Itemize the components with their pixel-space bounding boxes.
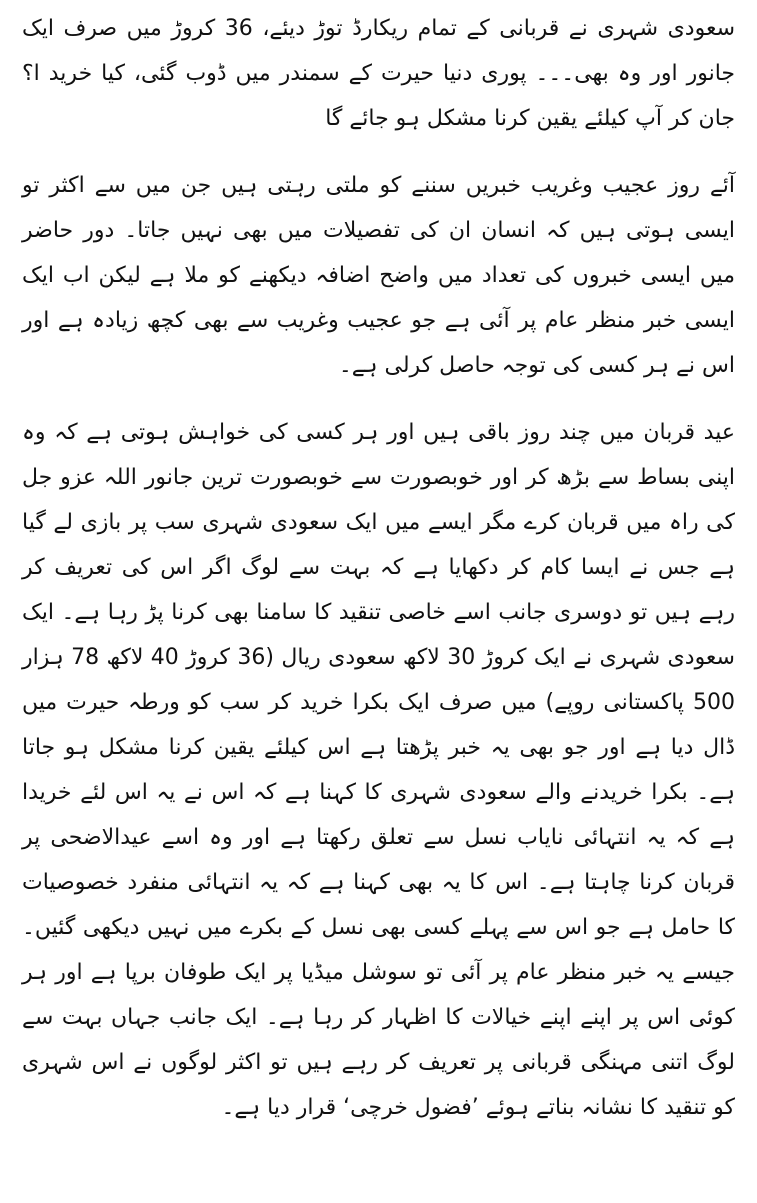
article-headline: سعودی شہری نے قربانی کے تمام ریکارڈ توڑ دیئے، 36 کروڑ میں صرف ایک جانور اور وہ بھی۔۔۔ پوری دنیا حیرت کے سمندر میں ڈوب گئی، کیا خرید ا؟ جان کر آپ کیلئے یقین کرنا مشکل ہو جائے گا	[22, 16, 735, 131]
article-paragraph-2: عید قربان میں چند روز باقی ہیں اور ہر کسی کی خواہش ہوتی ہے کہ وہ اپنی بساط سے بڑھ کر اور خوبصورت سے خوبصورت ترین جانور اللہ عزو جل کی راہ میں قربان کرے مگر ایسے میں ایک سعودی شہری سب پر بازی لے گیا ہے جس نے ایسا کام کر دکھایا ہے کہ بہت سے لوگ اگر اس کی تعریف کر رہے ہیں تو دوسری جانب اسے خاصی تنقید کا سامنا بھی کرنا پڑ رہا ہے۔ ایک سعودی شہری نے ایک کروڑ 30 لاکھ سعودی ریال (36 کروڑ 40 لاکھ 78 ہزار 500 پاکستانی روپے) میں صرف ایک بکرا خرید کر سب کو ورطہ حیرت میں ڈال دیا ہے اور جو بھی یہ خبر پڑھتا ہے اس کیلئے یقین کرنا مشکل ہو جاتا ہے۔ بکرا خریدنے والے سعودی شہری کا کہنا ہے کہ اس نے یہ اس لئے خریدا ہے کہ یہ انتہائی نایاب نسل سے تعلق رکھتا ہے اور وہ اسے عیدالاضحی پر قربان کرنا چاہتا ہے۔ اس کا یہ بھی کہنا ہے کہ یہ انتہائی منفرد خصوصیات کا حامل ہے جو اس سے پہلے کسی بھی نسل کے بکرے میں نہیں دیکھی گئیں۔ جیسے یہ خبر منظر عام پر آئی تو سوشل میڈیا پر ایک طوفان برپا ہے اور ہر کوئی اس پر اپنے اپنے خیالات کا اظہار کر رہا ہے۔ ایک جانب جہاں بہت سے لوگ اتنی مہنگی قربانی پر تعریف کر رہے ہیں تو اکثر لوگوں نے اس شہری کو تنقید کا نشانہ بناتے ہوئے ’فضول خرچی‘ قرار دیا ہے۔	[22, 420, 735, 1120]
article-paragraph-1: آئے روز عجیب وغریب خبریں سننے کو ملتی رہتی ہیں جن میں سے اکثر تو ایسی ہوتی ہیں کہ انسان ان کی تفصیلات میں بھی نہیں جاتا۔ دور حاضر میں ایسی خبروں کی تعداد میں واضح اضافہ دیکھنے کو ملا ہے لیکن اب ایک ایسی خبر منظر عام پر آئی ہے جو عجیب وغریب سے بھی کچھ زیادہ ہے اور اس نے ہر کسی کی توجہ حاصل کرلی ہے۔	[22, 173, 735, 378]
